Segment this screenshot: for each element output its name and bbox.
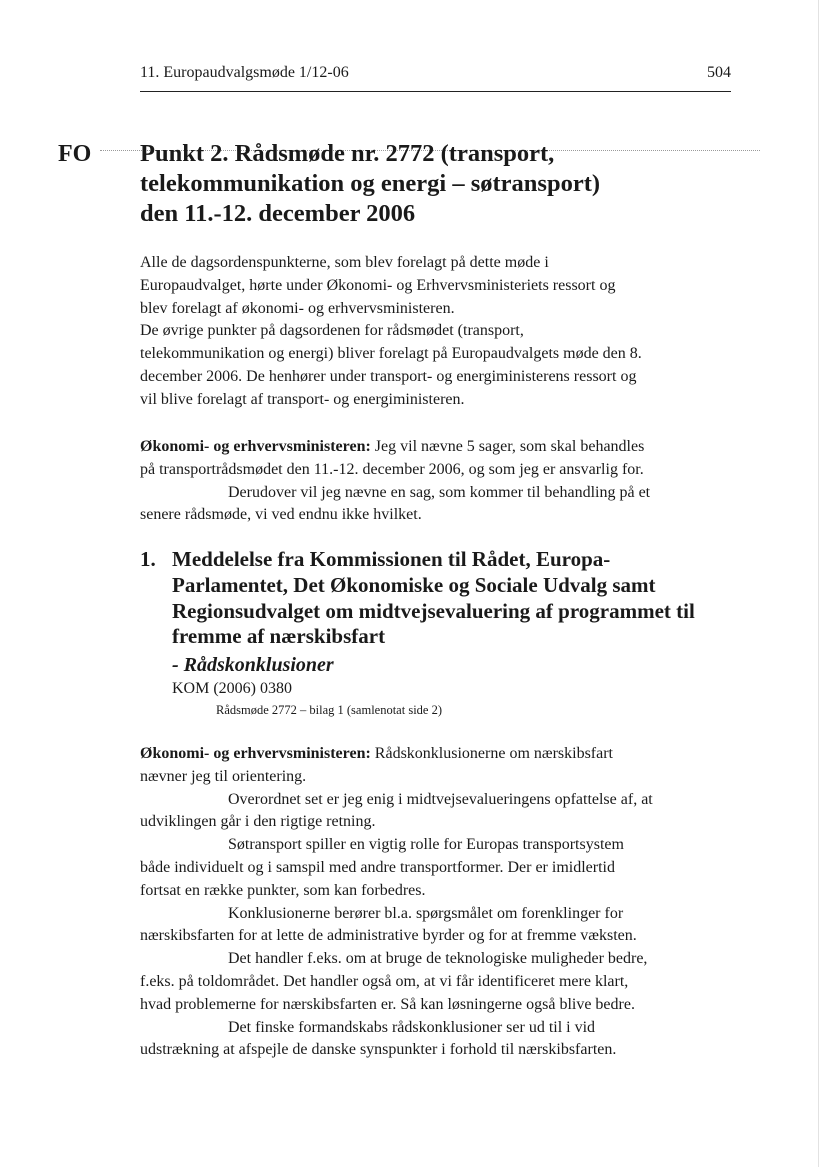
intro-line: december 2006. De henhører under transport- og energiministerens ressort og [140,367,637,385]
statement-line: både individuelt og i samspil med andre transportformer. Der er imidlertid [140,858,615,876]
statement-line [140,436,740,459]
intro-paragraph [140,252,740,412]
statement-line: udviklingen går i den rigtige retning. [140,813,376,831]
statement-line [140,743,740,766]
running-header [140,60,731,88]
intro-line: Alle de dagsordenspunkterne, som blev forelagt på dette møde i [140,254,549,271]
item-note: Rådsmøde 2772 – bilag 1 (samlenotat side 2) [216,703,443,717]
page-number: 504 [707,64,731,81]
heading-line-1: Punkt 2. Rådsmøde nr. 2772 (transport, [140,140,555,167]
item-title-line: fremme af nærskibsfart [172,624,386,649]
intro-line: De øvrige punkter på dagsordenen for rådsmødet (transport, [140,322,524,340]
item-title-line: Regionsudvalget om midtvejsevaluering af programmet til [172,598,695,623]
intro-line: telekommunikation og energi) bliver forelagt på Europaudvalgets møde den 8. [140,345,642,363]
statement-line: f.eks. på toldområdet. Det handler også om, at vi får identificeret mere klart, [140,972,629,990]
item-title [172,547,732,650]
speaker-label: Økonomi- og erhvervsministeren: [140,745,371,762]
statement-line: nærskibsfarten for at lette de administrative byrder og for at fremme væksten. [140,927,637,945]
statement-line: Søtransport spiller en vigtig rolle for Europas transportsystem [228,836,624,854]
margin-mark: FO [58,141,92,167]
section-heading [140,139,740,229]
statement-line: Derudover vil jeg nævne en sag, som kommer til behandling på et [228,483,651,501]
speaker-label: Økonomi- og erhvervsministeren: [140,438,371,455]
statement-text: Jeg vil nævne 5 sager, som skal behandles [370,438,645,455]
header-rule [140,91,731,92]
item-number: 1. [140,547,156,571]
item-title-line: Meddelelse fra Kommissionen til Rådet, Europa- [172,547,611,571]
statement-line: hvad problemerne for nærskibsfarten er. Så kan løsningerne også blive bedre. [140,995,635,1013]
item-subtitle: - Rådskonklusioner [172,654,334,676]
intro-line: vil blive forelagt af transport- og energiministeren. [140,390,465,408]
item-title-line: Parlamentet, Det Økonomiske og Sociale Udvalg samt [172,572,656,597]
statement-line: udstrækning at afspejle de danske synspunkter i forhold til nærskibsfarten. [140,1041,617,1059]
minister-statement-1 [140,436,740,527]
statement-line: Konklusionerne berører bl.a. spørgsmålet om forenklinger for [228,904,624,922]
statement-line: Det handler f.eks. om at bruge de teknologiske muligheder bedre, [228,950,648,968]
statement-line: Overordnet set er jeg enig i midtvejsevalueringens opfattelse af, at [228,790,653,808]
intro-line: blev forelagt af økonomi- og erhvervsministeren. [140,299,455,317]
statement-text: Rådskonklusionerne om nærskibsfart [370,745,613,762]
minister-statement-2 [140,743,740,1062]
header-title: 11. Europaudvalgsmøde 1/12-06 [140,64,349,81]
scan-edge [818,0,819,1167]
heading-line-2: telekommunikation og energi – søtransport) [140,170,601,197]
statement-line: nævner jeg til orientering. [140,767,307,785]
item-reference: KOM (2006) 0380 [172,680,292,697]
statement-line: Det finske formandskabs rådskonklusioner ser ud til i vid [228,1018,596,1036]
statement-line: på transportrådsmødet den 11.-12. december 2006, og som jeg er ansvarlig for. [140,460,644,478]
statement-line: fortsat en række punkter, som kan forbedres. [140,881,426,899]
intro-line: Europaudvalget, hørte under Økonomi- og Erhvervsministeriets ressort og [140,276,616,294]
heading-line-3: den 11.-12. december 2006 [140,200,416,227]
statement-line: senere rådsmøde, vi ved endnu ikke hvilket. [140,506,422,524]
